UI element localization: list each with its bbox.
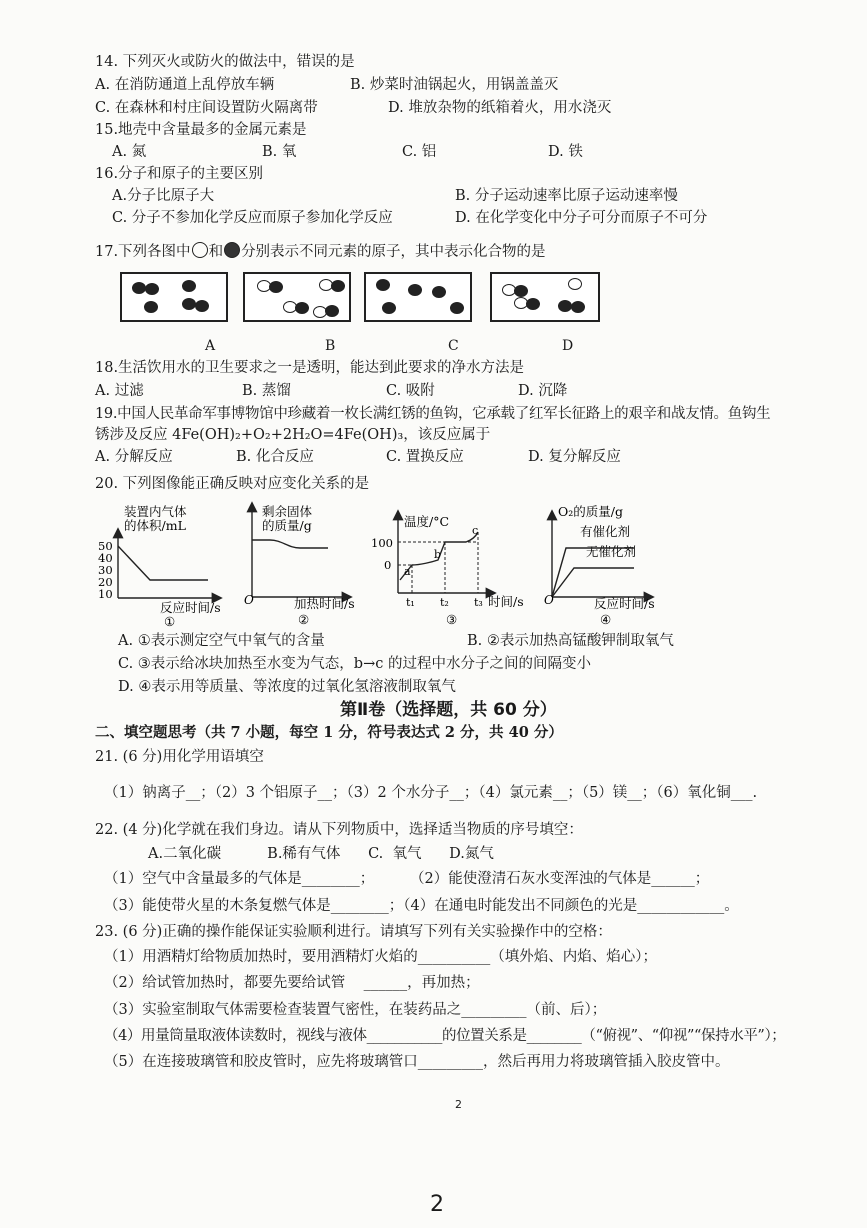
- graph-4-number: ④: [600, 612, 612, 627]
- graph-2-curve: [252, 540, 328, 548]
- graph-1-curve: [118, 546, 208, 580]
- q17-label-c: C: [448, 338, 459, 354]
- q22-line2: （3）能使带火星的木条复燃气体是________；（4）在通电时能发出不同颜色的光是____________。: [104, 898, 739, 914]
- graph-1-tick-50: 50: [98, 539, 113, 553]
- graph-2-ylabel2: 的质量/g: [262, 518, 312, 533]
- q18-stem: 18.生活饮用水的卫生要求之一是透明，能达到此要求的净水方法是: [95, 360, 525, 376]
- q15-stem: 15.地壳中含量最多的金属元素是: [95, 122, 307, 138]
- q17-label-a: A: [205, 338, 216, 354]
- q23-stem: 23. (6 分)正确的操作能保证实验顺利进行。请填写下列有关实验操作中的空格：: [95, 924, 612, 940]
- q18-option-d: D. 沉降: [518, 383, 568, 399]
- graph-3-xlabel: 时间/s: [488, 594, 524, 609]
- graph-3-t1: t₁: [406, 596, 415, 609]
- graph-3-number: ③: [446, 612, 458, 627]
- q23-line5: （5）在连接玻璃管和胶皮管时，应先将玻璃管口_________，然后再用力将玻璃管插入胶皮管中。: [104, 1054, 730, 1070]
- graph-2-ylabel1: 剩余固体: [262, 504, 313, 519]
- graph-4-ylabel: O₂的质量/g: [558, 504, 623, 519]
- q16-stem: 16.分子和原子的主要区别: [95, 166, 264, 182]
- q15-option-b: B. 氧: [262, 144, 297, 160]
- q23-line4: （4）用量筒量取液体读数时，视线与液体___________的位置关系是________（“俯视”、“仰视”“保持水平”）；: [104, 1028, 786, 1044]
- graph-1-ylabel1: 装置内气体: [124, 504, 187, 519]
- q16-option-b: B. 分子运动速率比原子运动速率慢: [455, 188, 678, 204]
- q23-line3: （3）实验室制取气体需要检查装置气密性，在装药品之_________（前、后）；: [104, 1002, 607, 1018]
- graph-3-point-a: a: [404, 565, 411, 578]
- graph-1-tick-10: 10: [98, 587, 113, 601]
- page-number-small: 2: [455, 1098, 462, 1111]
- q17-label-d: D: [562, 338, 574, 354]
- q14-option-c: C. 在森林和村庄间设置防火隔离带: [95, 100, 318, 116]
- graph-4-xlabel: 反应时间/s: [594, 596, 655, 611]
- graph-1-number: ①: [164, 614, 176, 629]
- graph-3-ylabel: 温度/°C: [404, 514, 450, 529]
- q14-stem: 14. 下列灭火或防火的做法中，错误的是: [95, 54, 355, 70]
- graph-1-tick-40: 40: [98, 551, 113, 565]
- graph-3-point-b: b: [434, 548, 442, 561]
- q19-option-a: A. 分解反应: [95, 449, 173, 465]
- q22-line1-right: （2）能使澄清石灰水变浑浊的气体是______；: [410, 871, 710, 887]
- q16-option-c: C. 分子不参加化学反应而原子参加化学反应: [112, 210, 393, 226]
- q18-option-c: C. 吸附: [386, 383, 435, 399]
- graph-3: [371, 512, 524, 627]
- graph-4: [544, 504, 655, 627]
- graph-2-origin: O: [244, 593, 254, 607]
- q19-stem-line2: 锈涉及反应 4Fe(OH)₂+O₂+2H₂O=4Fe(OH)₃，该反应属于: [95, 427, 491, 443]
- q17-label-b: B: [325, 338, 336, 354]
- graph-4-label-no-catalyst: 无催化剂: [586, 544, 637, 559]
- q20-option-b: B. ②表示加热高锰酸钾制取氧气: [467, 633, 674, 649]
- section-2-title: 第Ⅱ卷（选择题，共 60 分）: [340, 700, 557, 720]
- q19-stem-line1: 19.中国人民革命军事博物馆中珍藏着一枚长满红锈的鱼钩，它承载了红军长征路上的艰辛和战友情。鱼钩生: [95, 406, 771, 422]
- graph-1: [98, 504, 221, 629]
- q21-fill-line: （1）钠离子__；（2）3 个铝原子__；（3）2 个水分子__；（4）氯元素__；（5）镁__；（6）氧化铜___.: [104, 785, 758, 801]
- section-2-heading: 二、填空题思考（共 7 小题，每空 1 分，符号表达式 2 分，共 40 分）: [95, 724, 563, 741]
- q19-option-c: C. 置换反应: [386, 449, 464, 465]
- graph-3-tick-0: 0: [384, 558, 392, 572]
- graph-1-tick-20: 20: [98, 575, 113, 589]
- q17-stem-part1: 17.下列各图中: [95, 244, 191, 260]
- q22-stem: 22. (4 分)化学就在我们身边。请从下列物质中，选择适当物质的序号填空：: [95, 822, 583, 838]
- q19-option-d: D. 复分解反应: [528, 449, 621, 465]
- q22-options: A.二氧化碳 B.稀有气体 C. 氧气 D.氮气: [148, 846, 494, 862]
- graph-2-number: ②: [298, 612, 310, 627]
- q17-stem-part2: 和: [208, 244, 224, 260]
- q15-option-a: A. 氮: [112, 144, 147, 160]
- graph-1-xlabel: 反应时间/s: [160, 600, 221, 615]
- graph-3-tick-100: 100: [371, 536, 393, 550]
- q20-stem: 20. 下列图像能正确反映对应变化关系的是: [95, 476, 370, 492]
- graph-1-ylabel2: 的体积/mL: [124, 518, 186, 533]
- q23-line1: （1）用酒精灯给物质加热时，要用酒精灯火焰的__________（填外焰、内焰、焰心）；: [104, 949, 657, 965]
- graph-2-xlabel: 加热时间/s: [294, 596, 355, 611]
- graph-4-label-catalyst: 有催化剂: [580, 524, 631, 539]
- q19-option-b: B. 化合反应: [236, 449, 314, 465]
- q18-option-a: A. 过滤: [95, 383, 144, 399]
- graph-4-origin: O: [544, 593, 554, 607]
- q20-option-d: D. ④表示用等质量、等浓度的过氧化氢溶液制取氧气: [118, 679, 456, 695]
- q20-option-a: A. ①表示测定空气中氧气的含量: [118, 633, 325, 649]
- q17-stem-part3: 分别表示不同元素的原子，其中表示化合物的是: [241, 244, 546, 260]
- q21-stem: 21. (6 分)用化学用语填空: [95, 749, 264, 765]
- graph-4-curve-no-catalyst: [552, 568, 634, 597]
- graph-3-t2: t₂: [440, 596, 449, 609]
- q20-option-c: C. ③表示给冰块加热至水变为气态，b→c 的过程中水分子之间的间隔变小: [118, 656, 591, 672]
- page-number-large: 2: [430, 1192, 444, 1217]
- graph-3-point-c: c: [472, 524, 479, 537]
- q18-option-b: B. 蒸馏: [242, 383, 291, 399]
- q15-option-d: D. 铁: [548, 144, 583, 160]
- q23-line2: （2）给试管加热时，都要先要给试管 ______，再加热；: [104, 975, 480, 991]
- graph-1-tick-30: 30: [98, 563, 113, 577]
- q14-option-b: B. 炒菜时油锅起火，用锅盖盖灭: [350, 77, 559, 93]
- graph-2: [244, 504, 355, 627]
- q16-option-a: A.分子比原子大: [112, 188, 215, 204]
- q14-option-d: D. 堆放杂物的纸箱着火，用水浇灭: [388, 100, 612, 116]
- q15-option-c: C. 铝: [402, 144, 437, 160]
- graph-3-t3: t₃: [474, 596, 483, 609]
- q22-line1-left: （1）空气中含量最多的气体是________；: [104, 871, 375, 887]
- q16-option-d: D. 在化学变化中分子可分而原子不可分: [455, 210, 708, 226]
- q14-option-a: A. 在消防通道上乱停放车辆: [95, 77, 275, 93]
